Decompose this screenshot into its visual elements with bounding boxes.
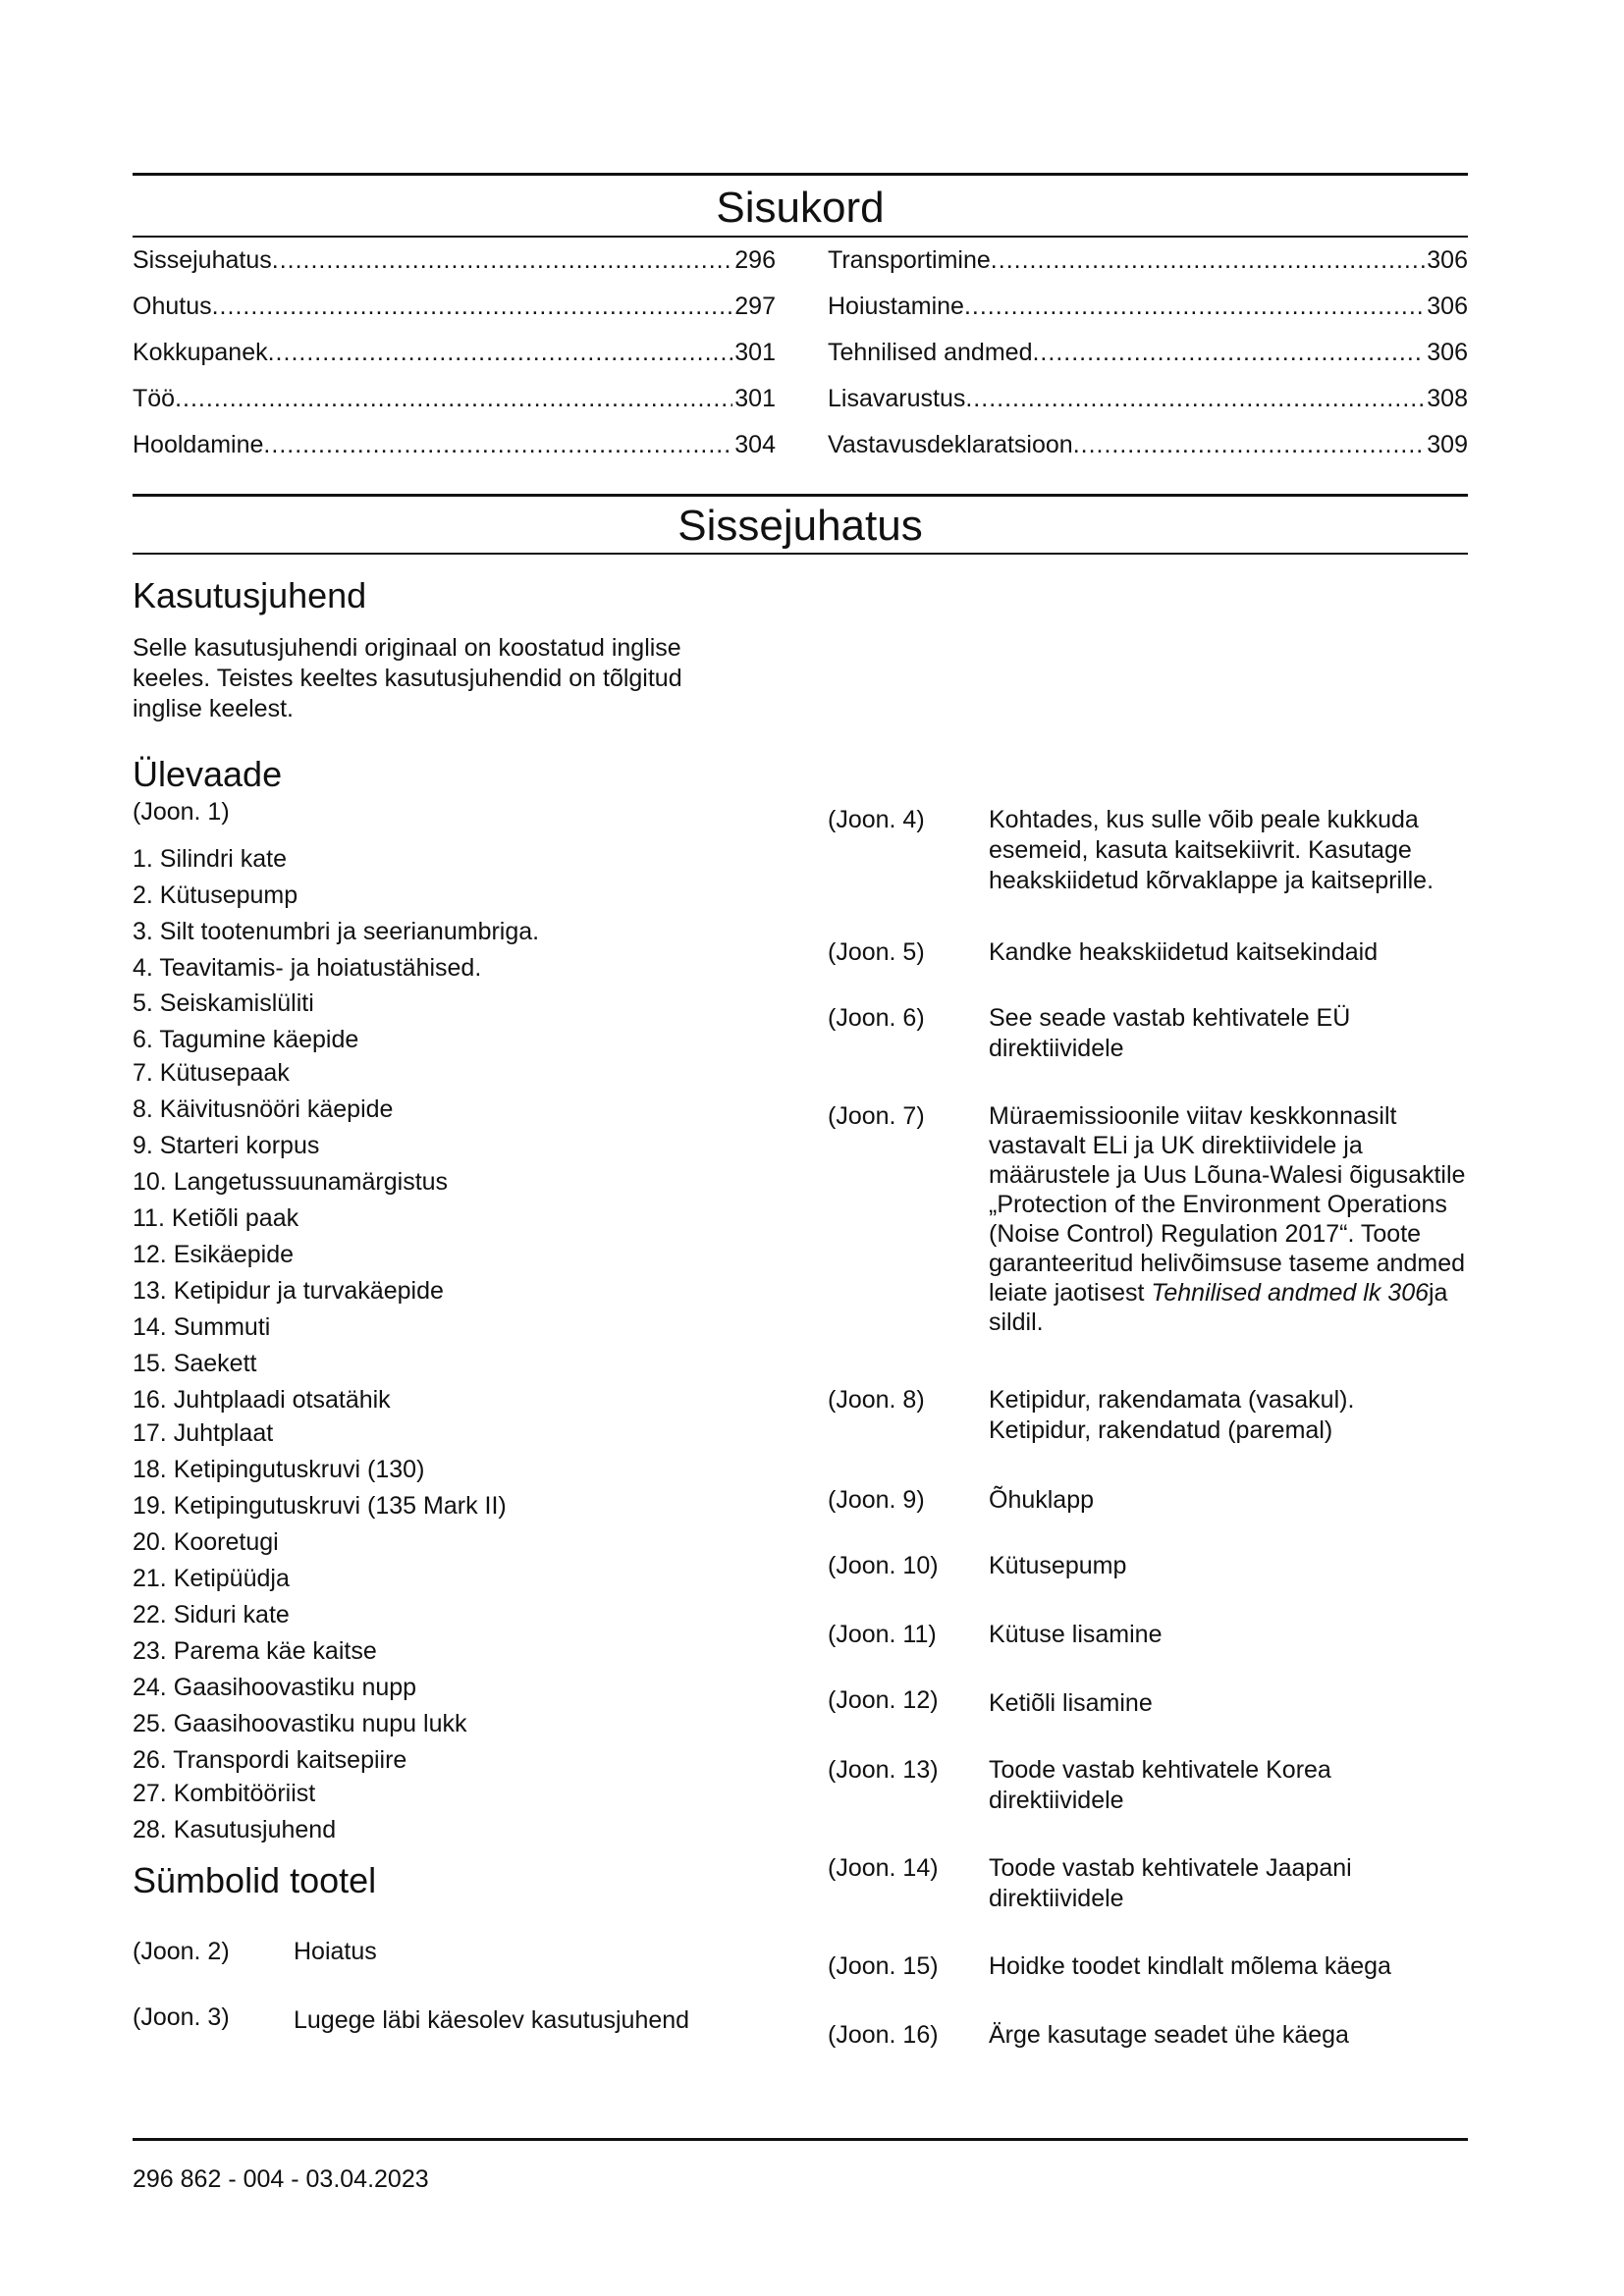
toc-entry-page: 301 [734, 339, 776, 366]
figure-ref: (Joon. 10) [828, 1552, 939, 1579]
toc-entry-title: Töö [133, 385, 176, 412]
cross-reference-link[interactable]: Tehnilised andmed lk 306 [1151, 1279, 1429, 1307]
symbols-heading: Sümbolid tootel [133, 1860, 377, 1900]
toc-entry-page: 306 [1427, 293, 1468, 320]
figure-ref: (Joon. 15) [828, 1952, 939, 1980]
manual-heading: Kasutusjuhend [133, 575, 367, 615]
figure-ref: (Joon. 14) [828, 1854, 939, 1882]
list-item: 22. Siduri kate [133, 1601, 290, 1629]
list-item: 6. Tagumine käepide [133, 1026, 359, 1053]
toc-entry-title: Hooldamine [133, 431, 264, 458]
symbol-description: Hoiatus [294, 1938, 377, 1965]
symbol-description: Ärge kasutage seadet ühe käega [989, 2021, 1349, 2049]
toc-entry-page: 304 [734, 431, 776, 458]
symbol-text-suffix: ja sildil. [989, 1279, 1448, 1336]
section-title: Sissejuhatus [677, 502, 923, 550]
figure-ref: (Joon. 13) [828, 1756, 939, 1784]
toc-leader [965, 384, 1425, 413]
figure-ref: (Joon. 5) [828, 938, 925, 966]
toc-leader [212, 292, 733, 321]
list-item: 5. Seiskamislüliti [133, 989, 314, 1017]
document-page [133, 0, 1468, 2296]
list-item: 3. Silt tootenumbri ja seerianumbriga. [133, 918, 540, 945]
toc-entry-title: Sissejuhatus [133, 246, 272, 274]
toc-right-column [828, 245, 1468, 476]
list-item: 14. Summuti [133, 1313, 271, 1341]
list-item: 7. Kütusepaak [133, 1059, 290, 1087]
figure-ref: (Joon. 3) [133, 2003, 230, 2031]
toc-entry-title: Tehnilised andmed [828, 339, 1033, 366]
figure-ref: (Joon. 16) [828, 2021, 939, 2049]
toc-leader [964, 292, 1425, 321]
list-item: 18. Ketipingutuskruvi (130) [133, 1456, 425, 1483]
toc-entry-hooldamine[interactable] [133, 430, 776, 476]
overview-heading: Ülevaade [133, 754, 283, 794]
list-item: 8. Käivitusnööri käepide [133, 1095, 394, 1123]
toc-entry-ohutus[interactable] [133, 292, 776, 338]
footer-rule [133, 2138, 1468, 2141]
toc-entry-vastavusdeklaratsioon[interactable] [828, 430, 1468, 476]
toc-entry-tehnilised-andmed[interactable] [828, 338, 1468, 384]
toc-leader [272, 245, 733, 275]
symbol-description: Toode vastab kehtivatele Korea direktiividele [989, 1756, 1331, 1814]
figure-ref: (Joon. 6) [828, 1004, 925, 1032]
symbol-description: Kütusepump [989, 1552, 1127, 1579]
list-item: 12. Esikäepide [133, 1241, 295, 1268]
figure-ref: (Joon. 4) [828, 806, 925, 833]
list-item: 1. Silindri kate [133, 845, 288, 873]
toc-entry-page: 301 [734, 385, 776, 412]
toc-top-rule [133, 173, 1468, 176]
list-item: 17. Juhtplaat [133, 1419, 274, 1447]
symbol-description: Hoidke toodet kindlalt mõlema käega [989, 1952, 1391, 1980]
list-item: 11. Ketiõli paak [133, 1204, 299, 1232]
list-item: 10. Langetussuunamärgistus [133, 1168, 449, 1196]
list-item: 2. Kütusepump [133, 881, 298, 909]
toc-entry-hoiustamine[interactable] [828, 292, 1468, 338]
toc-entry-page: 309 [1427, 431, 1468, 458]
toc-entry-title: Hoiustamine [828, 293, 964, 320]
section-top-rule [133, 494, 1468, 497]
figure-ref: (Joon. 11) [828, 1621, 937, 1648]
section-bottom-rule [133, 553, 1468, 555]
figure-ref: (Joon. 12) [828, 1686, 939, 1714]
list-item: 20. Kooretugi [133, 1528, 279, 1556]
toc-entry-too[interactable] [133, 384, 776, 430]
toc-entry-title: Vastavusdeklaratsioon [828, 431, 1073, 458]
list-item: 27. Kombitööriist [133, 1780, 316, 1807]
toc-entry-transportimine[interactable] [828, 245, 1468, 292]
list-item: 4. Teavitamis- ja hoiatustähised. [133, 954, 482, 982]
symbol-description: Lugege läbi käesolev kasutusjuhend [294, 2006, 690, 2034]
manual-paragraph: Selle kasutusjuhendi originaal on koostatud inglise keeles. Teistes keeltes kasutusjuhendid on tõlgitud inglise keelest. [133, 634, 682, 722]
symbol-description: Kütuse lisamine [989, 1621, 1163, 1648]
list-item: 9. Starteri korpus [133, 1132, 320, 1159]
toc-entry-title: Lisavarustus [828, 385, 966, 412]
toc-entry-title: Transportimine [828, 246, 991, 274]
symbol-description: Kandke heakskiidetud kaitsekindaid [989, 938, 1379, 966]
toc-entry-page: 297 [734, 293, 776, 320]
toc-entry-title: Ohutus [133, 293, 212, 320]
figure-ref: (Joon. 8) [828, 1386, 925, 1414]
figure-ref: (Joon. 2) [133, 1938, 230, 1965]
toc-leader [268, 338, 733, 367]
toc-bottom-rule [133, 236, 1468, 238]
figure-ref: (Joon. 7) [828, 1102, 925, 1130]
list-item: 23. Parema käe kaitse [133, 1637, 377, 1665]
symbol-description [989, 1101, 1468, 1337]
toc-leader [1073, 430, 1426, 459]
symbol-description: Kohtades, kus sulle võib peale kukkuda esemeid, kasuta kaitsekiivrit. Kasutage heakskiidetud kõrvaklappe ja kaitseprille. [989, 806, 1435, 894]
toc-leader [175, 384, 732, 413]
figure-ref: (Joon. 9) [828, 1486, 925, 1514]
symbol-description: Ketiõli lisamine [989, 1689, 1153, 1717]
footer-doc-code: 296 862 - 004 - 03.04.2023 [133, 2165, 429, 2193]
toc-entry-page: 306 [1427, 246, 1468, 274]
toc-entry-page: 308 [1427, 385, 1468, 412]
toc-entry-page: 306 [1427, 339, 1468, 366]
toc-entry-page: 296 [734, 246, 776, 274]
toc-leader [1032, 338, 1425, 367]
toc-entry-title: Kokkupanek [133, 339, 268, 366]
symbol-description: Õhuklapp [989, 1486, 1095, 1514]
list-item: 26. Transpordi kaitsepiire [133, 1746, 407, 1774]
toc-entry-sissejuhatus[interactable] [133, 245, 776, 292]
overview-figure-ref: (Joon. 1) [133, 798, 230, 826]
list-item: 16. Juhtplaadi otsatähik [133, 1386, 391, 1414]
symbol-description: Toode vastab kehtivatele Jaapani direktiividele [989, 1854, 1352, 1912]
toc-left-column [133, 245, 776, 476]
toc-leader [991, 245, 1425, 275]
toc-entry-kokkupanek[interactable] [133, 338, 776, 384]
list-item: 15. Saekett [133, 1350, 257, 1377]
list-item: 19. Ketipingutuskruvi (135 Mark II) [133, 1492, 507, 1520]
toc-title: Sisukord [716, 184, 885, 232]
toc-leader [263, 430, 732, 459]
symbol-description: See seade vastab kehtivatele EÜ direktiividele [989, 1004, 1351, 1062]
symbol-description: Ketipidur, rakendamata (vasakul). Ketipidur, rakendatud (paremal) [989, 1386, 1355, 1444]
list-item: 24. Gaasihoovastiku nupp [133, 1674, 417, 1701]
list-item: 13. Ketipidur ja turvakäepide [133, 1277, 444, 1305]
list-item: 28. Kasutusjuhend [133, 1816, 337, 1843]
list-item: 25. Gaasihoovastiku nupu lukk [133, 1710, 467, 1737]
symbol-text: Müraemissioonile viitav keskkonnasilt vastavalt ELi ja UK direktiividele ja määrustele ja Uus Lõuna-Walesi õigusaktile „Protection of the Environment Operations (Noise Control) Regulation 2017“. Toote garanteeritud helivõimsuse taseme andmed leiate jaotisest [989, 1102, 1466, 1307]
list-item: 21. Ketipüüdja [133, 1565, 290, 1592]
toc-entry-lisavarustus[interactable] [828, 384, 1468, 430]
